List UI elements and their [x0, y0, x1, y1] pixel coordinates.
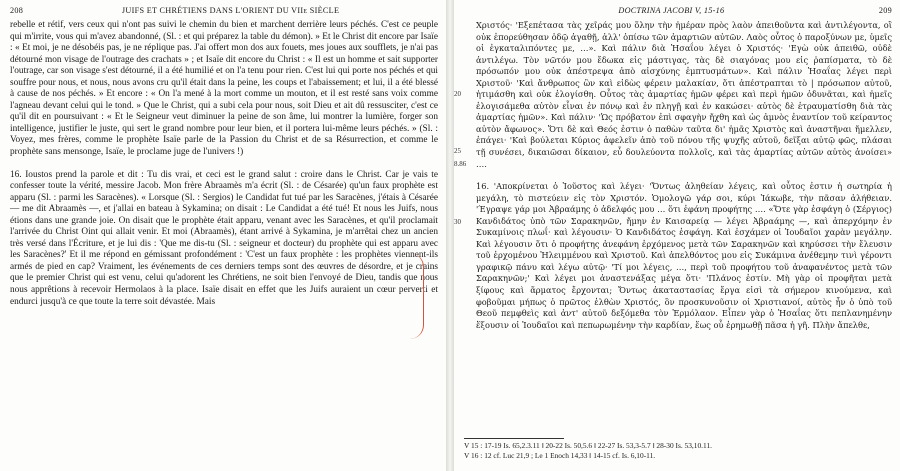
running-header-left — [10, 6, 438, 20]
right-page — [454, 0, 900, 471]
running-title-left: JUIFS ET CHRÉTIENS DANS L'ORIENT DU VIIe SIÈCLE — [121, 6, 340, 15]
line-number: 30 — [454, 218, 461, 226]
apparatus-footnotes — [464, 438, 884, 461]
greek-paragraph-2: 16. 'Αποκρίνεται ὁ Ἰοῦστος καὶ λέγει· 'Ὄντως ἀληθείαν λέγεις, καὶ οὗτος ἐστιν ἡ σωτηρία ἡ μεγάλη, τὸ πιστεύειν εἰς τὸν Χριστόν. Ὁμολογῶ γάρ σοι, κύρι Ἰάκωβε, τὴν πᾶσαν ἀλήθειαν. 'Έγραψε γάρ μοι Ἀβραάμης ὁ ἀδελφός μου … ὅτι ἐφάνη προφήτης …. «Ὅτε γὰρ ἐσφάγη ὁ (Σέργιος) Κανδιδάτος ὑπὸ τῶν Σαρακηνῶν, ἤμην ἐν Καισαρείᾳ — λέγει Ἀβραάμης —, καὶ ἀπερχόμην ἐν Συκαμίνοις πλωΐ· καὶ λέγουσιν· Ὁ Κανδιδάτος ἐσφάγη. Καὶ ἐσχάμεν οἱ Ἰουδαῖοι χαρὰν μεγάλην. Καὶ λέγουσιν ὅτι ὁ προφήτης ἀνεφάνη ἐρχόμενος μετὰ τῶν Σαρακηνῶν καὶ κηρύσσει τὴν ἔλευσιν τοῦ ἐρχομένου Ἠλειμμένου καὶ Χριστοῦ. Καὶ ἀπελθόντος μου εἰς Συκάμινα ἀνέθεμην τινὶ γέροντι γραφικῷ πάνυ καὶ λέγω αὐτῷ· 'Τί μοι λέγεις, …, περὶ τοῦ προφήτου τοῦ ἀναφανέντος μετὰ τῶν Σαρακηνῶν;' Καὶ λέγει μοι ἀναστενάξας μέγα ὅτι· 'Πλάνος ἐστίν. Μὴ γὰρ οἱ προφῆται μετὰ ξίφους καὶ ἅρματος ἔρχονται; Ὄντως ἀκαταστασίας ἔργα εἰσὶ τὰ σήμερον κινούμενα, καὶ φοβοῦμαι μήπως ὁ πρῶτος ἐλθὼν Χριστός, ὃν προσκυνοῦσιν οἱ Χριστιανοί, αὐτὸς ἦν ὁ ὑπὸ τοῦ Θεοῦ πεμφθεὶς καὶ ἀντ' αὐτοῦ δεξόμεθα τὸν Ἑρμόλαον. Εἶπεν γὰρ ὁ Ἠσαΐας ὅτι πεπλανημένην ἕξουσιν οἱ Ἰουδαῖοι καὶ πεπωρωμένην τὴν καρδίαν, ἕως οὗ ἐρημωθῇ πᾶσα ἡ γῆ. Πλὴν ἄπελθε, — [476, 181, 892, 330]
book-gutter — [446, 0, 454, 471]
footnote-v15: V 15 : 17-19 Is. 65,2.3.11 ‖ 20-22 Is. 50,5.6 ‖ 22-27 Is. 53,3-5.7 ‖ 28-30 Is. 53,10.11. — [464, 441, 712, 450]
footnote-rule — [464, 438, 564, 439]
line-number: 20 — [454, 90, 461, 98]
running-header-right — [464, 6, 892, 20]
footnote-v16: V 16 : 12 cf. Luc 21,9 ; Le 1 Enoch 14,33 ‖ 14-15 cf. Is. 6,10-11. — [464, 451, 656, 460]
greek-paragraph-1: Χριστός· 'Εξεπέτασα τὰς χεῖράς μου ὅλην τὴν ἡμέραν πρὸς λαὸν ἀπειθοῦντα καὶ ἀντιλέγοντα, οἳ οὐκ ἐπορεύθησαν ὁδῷ ἀγαθῇ, ἀλλ' ὀπίσω τῶν ἁμαρτιῶν αὐτῶν. Λαὸς οὗτος ὁ παροξύνων με, ὑμεῖς οἱ ἐγκαταλιπόντες με, …». Καὶ πάλιν διὰ Ἠσαΐου λέγει ὁ Χριστός· 'Εγὼ οὐκ ἀπειθῶ, οὐδὲ ἀντιλέγω. Τὸν νῶτόν μου ἔδωκα εἰς μάστιγας, τὰς δὲ σιαγόνας μου εἰς ῥαπίσματα, τὸ δὲ πρόσωπόν μου οὐκ ἀπέστρεψα ἀπὸ αἰσχύνης ἐμπτυσμάτων». Καὶ πάλιν Ἠσαΐας λέγει περὶ Χριστοῦ· 'Καὶ ἄνθρωπος ὢν καὶ εἰδὼς φέρειν μαλακίαν, ὅτι ἀπέστραπται τὸ | πρόσωπον αὐτοῦ, ἠτιμάσθη καὶ οὐκ ἐλογίσθη. Οὗτος τὰς ἁμαρτίας ἡμῶν φέρει καὶ περὶ ἡμῶν ὀδυνᾶται, καὶ ἡμεῖς ἐλογισάμεθα αὐτὸν εἶναι ἐν πόνῳ καὶ ἐν πληγῇ καὶ ἐν κακώσει· αὐτὸς δὲ ἐτραυματίσθη διὰ τὰς ἁμαρτίας ἡμῶν». Καὶ πάλιν· 'Ὡς πρόβατον ἐπὶ σφαγὴν ἤχθη καὶ ὡς ἀμνὸς ἐναντίον τοῦ κείραντος αὐτὸν ἄφωνος». Ὅτι δὲ καὶ Θεός ἐστιν ὁ παθὼν ταῦτα δι' ἡμᾶς Χριστὸς καὶ ἀναστῆναι ἤμελλεν, ἐπάγει· 'Καὶ βούλεται Κύριος ἀφελεῖν ἀπὸ τοῦ πόνου τῆς ψυχῆς αὐτοῦ, δεῖξαι αὐτῷ φῶς, πλάσαι τῇ συνέσει, δικαιῶσαι δίκαιον, εὖ δουλεύοντα πολλοῖς, καὶ τὰς ἁμαρτίας αὐτῶν αὐτὸς ἀνοίσει» …. — [476, 20, 892, 169]
line-number: 8.86 — [454, 160, 467, 168]
running-title-right: DOCTRINA JACOBI V, 15-16 — [618, 6, 725, 15]
body-paragraph-2: 16. Ioustos prend la parole et dit : Tu dis vrai, et ceci est le grand salut : croire dans le Christ. Car je vais te confesser toute la vérité, messire Jacob. Mon frère Abraamès m'a écrit (Sl. : de Césarée) qu'un faux prophète est apparu (Sl. : parmi les Saracènes). « Lorsque (Sl. : Sergios) le Candidat fut tué par les Saracènes, j'étais à Césarée — me dit Abraamès —, et j'allai en bateau à Sykamina; on disait : Le Candidat a été tué! Et nous les Juifs, nous étions dans une grande joie. On disait que le prophète était apparu, venant avec les Saracènes, et qu'il proclamait l'arrivée du Christ Oint qui allait venir. Et moi (Abraamès), étant arrivé à Sykamina, je m'arrêtai chez un ancien très versé dans l'Écriture, et je lui dis : 'Que me dis-tu (Sl. : seigneur et docteur) du prophète qui est apparu avec les Saracènes?' Et il me répond en gémissant profondément : 'C'est un faux prophète : les prophètes viennent-ils armés de pied en cap? Vraiment, les événements de ces derniers temps sont des œuvres de désordre, et je crains que le premier Christ qui est venu, celui qu'adorent les Chrétiens, ne soit bien l'envoyé de Dieu, tandis que nous nous apprêtions à recevoir Hermolaos à la place. Isaïe disait en effet que les Juifs auraient un cœur perverti et endurci jusqu'à ce que toute la terre soit dévastée. Mais — [10, 169, 438, 307]
page-number-right: 209 — [878, 6, 892, 15]
left-page — [0, 0, 446, 471]
handwritten-bracket-annotation — [409, 253, 424, 339]
page-number-left: 208 — [10, 6, 24, 15]
body-paragraph-1: rebelle et rétif, vers ceux qui n'ont pas suivi le chemin du bien et marchent derrière leurs péchés. C'est ce peuple qui m'irrite, vous qui m'avez abandonné, (Sl. : et qui préparez la table du démon). » Et le Christ dit encore par Isaïe : « Et moi, je ne désobéis pas, je ne réplique pas. J'ai offert mon dos aux fouets, mes joues aux soufflets, je n'ai pas détourné mon visage de l'outrage des crachats » ; et Isaïe dit encore du Christ : « Il est un homme et sait supporter l'outrage, car son visage s'est détourné, il a été humilié et on l'a tenu pour rien. C'est lui qui porte nos péchés et qui souffre pour nous, et nous, nous avons cru qu'il était dans la peine, les coups et l'abaissement; et lui, il a été blessé à cause de nos péchés. » Et encore : « On l'a mené à la mort comme un mouton, et il est resté sans voix comme l'agneau devant celui qui le tond. » Que le Christ, qui a subi cela pour nous, soit Dieu et ait dû ressusciter, c'est ce qu'il dit en poursuivant : « Et le Seigneur veut diminuer la peine de son âme, lui montrer la lumière, forger son intelligence, justifier le juste, qui sert le grand nombre pour leur bien, et il portera lui-même leurs péchés. » (Sl. : Voyez, mes frères, comme le prophète Isaïe parle de la Passion du Christ et de sa Résurrection, et comme le prophète sans mensonge, Isaïe, le proclame juge de l'univers !) — [10, 20, 438, 158]
line-number: 25 — [454, 147, 461, 155]
